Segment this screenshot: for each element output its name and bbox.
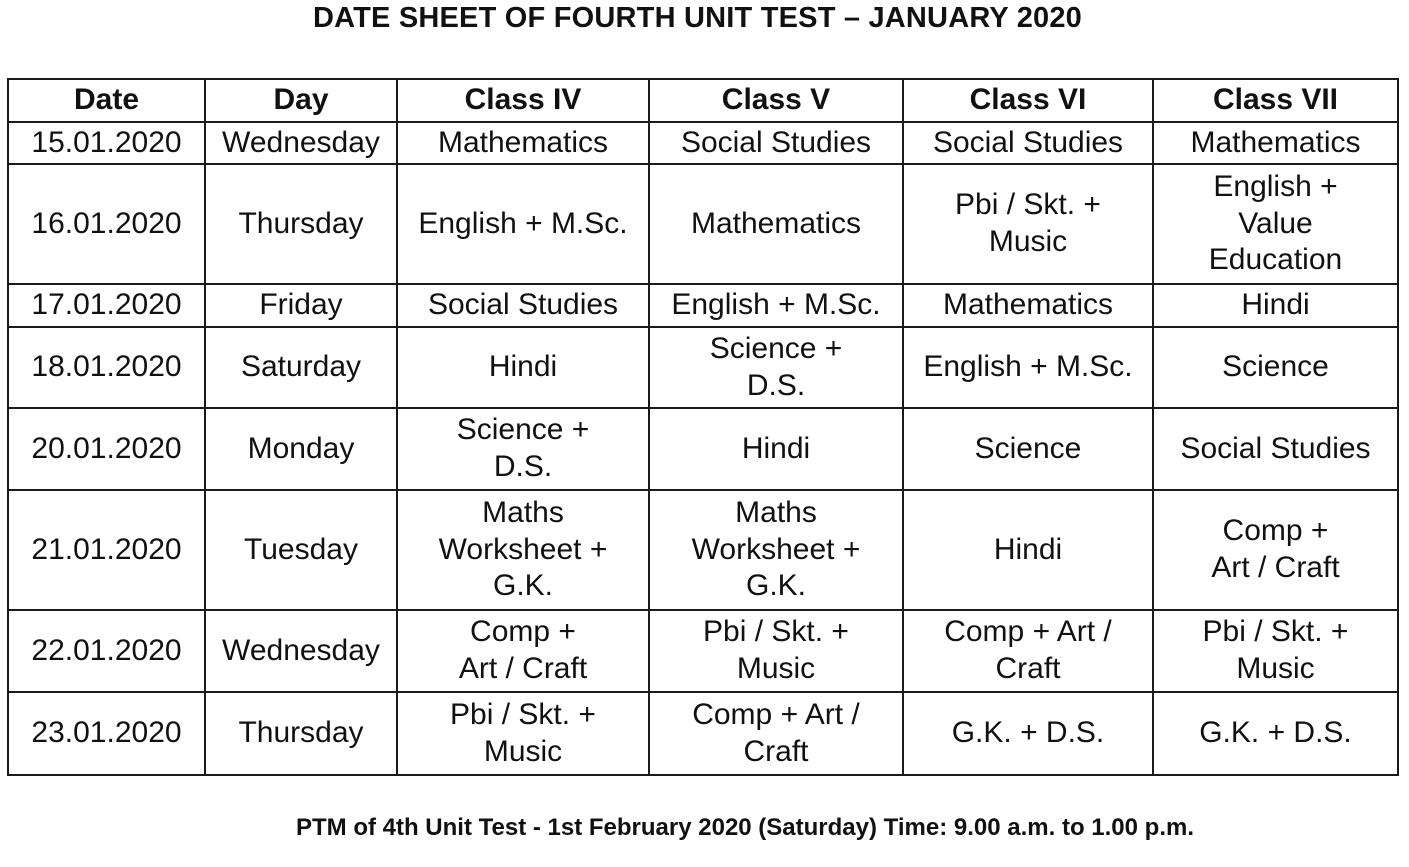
class-vi-cell: Social Studies: [903, 122, 1153, 164]
day-cell: Thursday: [205, 164, 397, 284]
class-v-cell: Maths Worksheet + G.K.: [649, 490, 903, 610]
class-vii-cell: English + Value Education: [1153, 164, 1398, 284]
table-row: [8, 164, 1398, 284]
date-cell: 17.01.2020: [8, 284, 205, 327]
class-v-cell: Hindi: [649, 408, 903, 490]
table-row: [8, 490, 1398, 610]
header-class-v: Class V: [649, 79, 903, 122]
class-vi-cell: Hindi: [903, 490, 1153, 610]
header-day: Day: [205, 79, 397, 122]
day-cell: Saturday: [205, 327, 397, 408]
class-iv-cell: Science + D.S.: [397, 408, 649, 490]
header-row: [8, 79, 1398, 122]
header-date: Date: [8, 79, 205, 122]
table-row: [8, 610, 1398, 692]
date-sheet-table: [7, 78, 1399, 776]
class-iv-cell: Hindi: [397, 327, 649, 408]
table-row: [8, 122, 1398, 164]
class-iv-cell: Mathematics: [397, 122, 649, 164]
header-class-iv: Class IV: [397, 79, 649, 122]
date-cell: 15.01.2020: [8, 122, 205, 164]
header-class-vii: Class VII: [1153, 79, 1398, 122]
class-v-cell: Social Studies: [649, 122, 903, 164]
class-vii-cell: Hindi: [1153, 284, 1398, 327]
header-class-vi: Class VI: [903, 79, 1153, 122]
class-vi-cell: Mathematics: [903, 284, 1153, 327]
date-cell: 23.01.2020: [8, 692, 205, 775]
class-iv-cell: Maths Worksheet + G.K.: [397, 490, 649, 610]
day-cell: Wednesday: [205, 610, 397, 692]
date-cell: 22.01.2020: [8, 610, 205, 692]
day-cell: Tuesday: [205, 490, 397, 610]
class-vii-cell: G.K. + D.S.: [1153, 692, 1398, 775]
class-vi-cell: Comp + Art / Craft: [903, 610, 1153, 692]
ptm-note: PTM of 4th Unit Test - 1st February 2020 (Saturday) Time: 9.00 a.m. to 1.00 p.m.: [295, 814, 1195, 841]
date-cell: 16.01.2020: [8, 164, 205, 284]
class-vii-cell: Pbi / Skt. + Music: [1153, 610, 1398, 692]
class-vi-cell: Science: [903, 408, 1153, 490]
class-vi-cell: Pbi / Skt. + Music: [903, 164, 1153, 284]
class-vi-cell: English + M.Sc.: [903, 327, 1153, 408]
table-row: [8, 692, 1398, 775]
day-cell: Wednesday: [205, 122, 397, 164]
class-v-cell: Pbi / Skt. + Music: [649, 610, 903, 692]
day-cell: Friday: [205, 284, 397, 327]
class-iv-cell: Comp + Art / Craft: [397, 610, 649, 692]
class-vii-cell: Science: [1153, 327, 1398, 408]
day-cell: Monday: [205, 408, 397, 490]
class-v-cell: Science + D.S.: [649, 327, 903, 408]
class-vii-cell: Social Studies: [1153, 408, 1398, 490]
date-cell: 21.01.2020: [8, 490, 205, 610]
date-cell: 20.01.2020: [8, 408, 205, 490]
table-row: [8, 408, 1398, 490]
class-iv-cell: Pbi / Skt. + Music: [397, 692, 649, 775]
table-row: [8, 327, 1398, 408]
page-title: DATE SHEET OF FOURTH UNIT TEST – JANUARY 2020: [312, 2, 1083, 34]
class-v-cell: Mathematics: [649, 164, 903, 284]
class-vii-cell: Mathematics: [1153, 122, 1398, 164]
class-v-cell: English + M.Sc.: [649, 284, 903, 327]
class-vi-cell: G.K. + D.S.: [903, 692, 1153, 775]
class-iv-cell: English + M.Sc.: [397, 164, 649, 284]
day-cell: Thursday: [205, 692, 397, 775]
table-row: [8, 284, 1398, 327]
date-cell: 18.01.2020: [8, 327, 205, 408]
class-v-cell: Comp + Art / Craft: [649, 692, 903, 775]
class-vii-cell: Comp + Art / Craft: [1153, 490, 1398, 610]
class-iv-cell: Social Studies: [397, 284, 649, 327]
